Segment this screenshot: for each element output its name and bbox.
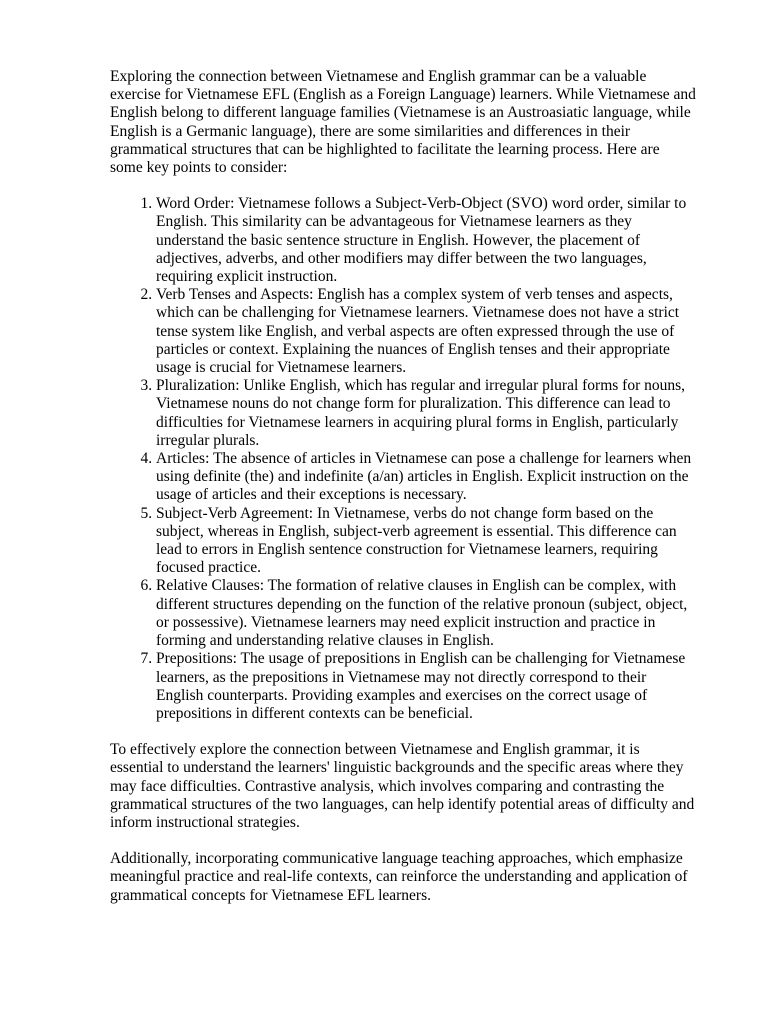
- list-item-subject-verb-agreement: 5. Subject-Verb Agreement: In Vietnamese, verbs do not change form based on the subject, whereas in English, subject-verb agreement is essential. This difference can lead to errors in English sentence construction for Vietnamese learners, requiring focused practice.: [156, 505, 696, 578]
- list-item-word-order: 1. Word Order: Vietnamese follows a Subject-Verb-Object (SVO) word order, similar to English. This similarity can be advantageous for Vietnamese learners as they understand the basic sentence structure in English. However, the placement of adjectives, adverbs, and other modifiers may differ between the two languages, requiring explicit instruction.: [156, 195, 696, 286]
- key-points-list: [110, 195, 696, 723]
- list-item-pluralization: 3. Pluralization: Unlike English, which has regular and irregular plural forms for nouns, Vietnamese nouns do not change form for pluralization. This difference can lead to difficulties for Vietnamese learners in acquiring plural forms in English, particularly irregular plurals.: [156, 377, 696, 450]
- list-item-verb-tenses: 2. Verb Tenses and Aspects: English has a complex system of verb tenses and aspects, which can be challenging for Vietnamese learners. Vietnamese does not have a strict tense system like English, and verbal aspects are often expressed through the use of particles or context. Explaining the nuances of English tenses and their appropriate usage is crucial for Vietnamese learners.: [156, 286, 696, 377]
- list-item-relative-clauses: 6. Relative Clauses: The formation of relative clauses in English can be complex, with different structures depending on the function of the relative pronoun (subject, object, or possessive). Vietnamese learners may need explicit instruction and practice in forming and understanding relative clauses in English.: [156, 577, 696, 650]
- list-item-prepositions: 7. Prepositions: The usage of prepositions in English can be challenging for Vietnamese learners, as the prepositions in Vietnamese may not directly correspond to their English counterparts. Providing examples and exercises on the correct usage of prepositions in different contexts can be beneficial.: [156, 650, 696, 723]
- intro-paragraph: Exploring the connection between Vietnamese and English grammar can be a valuable exercise for Vietnamese EFL (English as a Foreign Language) learners. While Vietnamese and English belong to different language families (Vietnamese is an Austroasiatic language, while English is a Germanic language), there are some similarities and differences in their grammatical structures that can be highlighted to facilitate the learning process. Here are some key points to consider:: [110, 68, 696, 177]
- contrastive-analysis-paragraph: To effectively explore the connection between Vietnamese and English grammar, it is essential to understand the learners' linguistic backgrounds and the specific areas where they may face difficulties. Contrastive analysis, which involves comparing and contrasting the grammatical structures of the two languages, can help identify potential areas of difficulty and inform instructional strategies.: [110, 741, 695, 831]
- list-item-articles: 4. Articles: The absence of articles in Vietnamese can pose a challenge for learners when using definite (the) and indefinite (a/an) articles in English. Explicit instruction on the usage of articles and their exceptions is necessary.: [156, 450, 696, 505]
- communicative-teaching-paragraph: Additionally, incorporating communicative language teaching approaches, which emphasize meaningful practice and real-life contexts, can reinforce the understanding and application of grammatical concepts for Vietnamese EFL learners.: [110, 850, 688, 904]
- document-body: [110, 68, 696, 905]
